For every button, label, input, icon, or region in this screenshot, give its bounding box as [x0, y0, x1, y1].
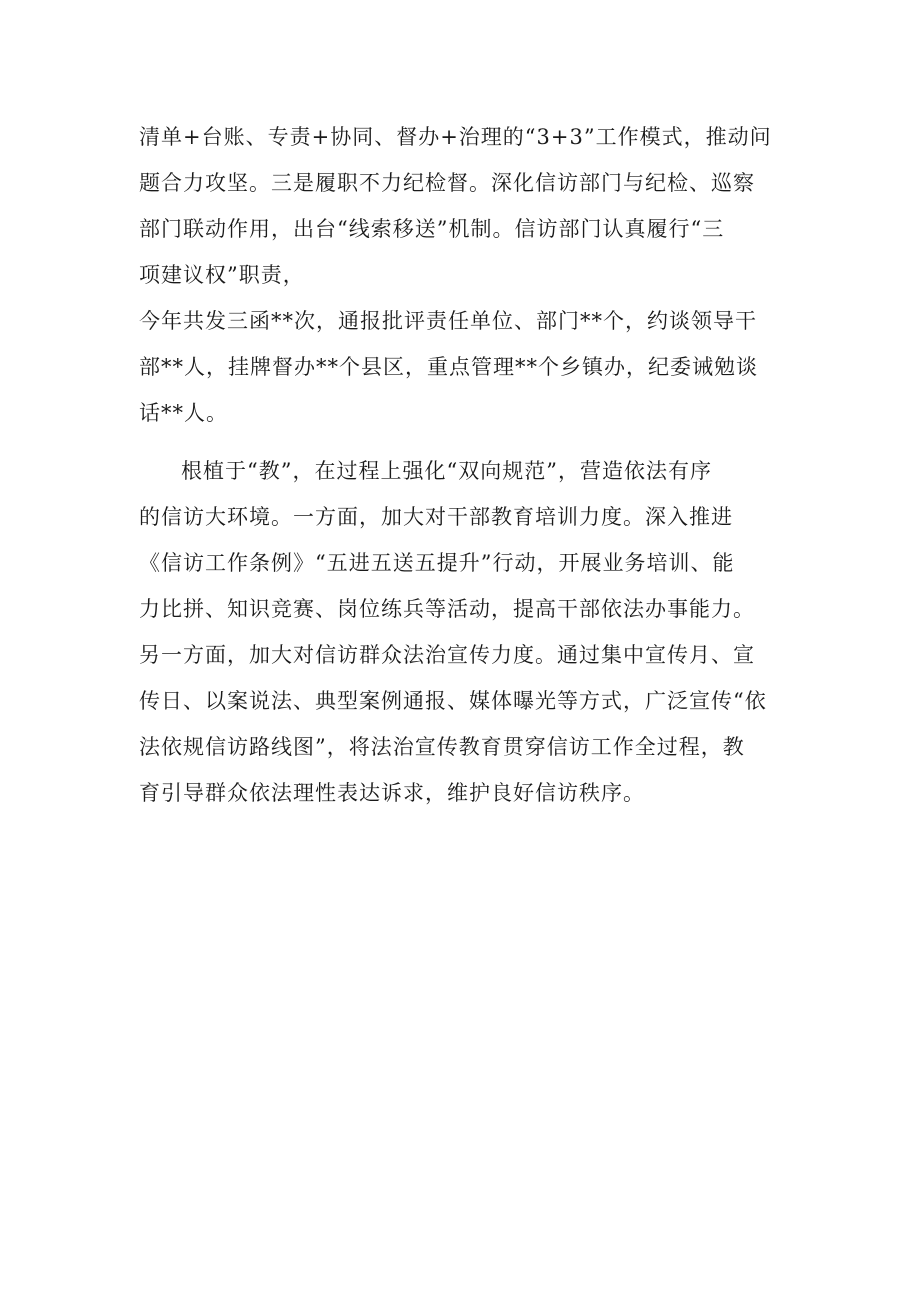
text-line: 今年共发三函**次，通报批评责任单位、部门**个，约谈领导干 [139, 309, 757, 333]
text-line: 《信访工作条例》“五进五送五提升”行动，开展业务培训、能 [139, 551, 735, 575]
text-line: 法依规信访路线图”，将法治宣传教育贯穿信访工作全过程，教 [139, 735, 745, 759]
text-line: 育引导群众依法理性表达诉求，维护良好信访秩序。 [139, 781, 645, 805]
text-line: 力比拼、知识竞赛、岗位练兵等活动，提高干部依法办事能力。 [139, 597, 755, 621]
paragraph-education [139, 448, 789, 816]
text-line: 的信访大环境。一方面，加大对干部教育培训力度。深入推进 [139, 505, 733, 529]
text-line: 部**人，挂牌督办**个县区，重点管理**个乡镇办，纪委诫勉谈 [139, 355, 758, 379]
text-line: 另一方面，加大对信访群众法治宣传力度。通过集中宣传月、宣 [139, 643, 755, 667]
text-line: 项建议权”职责， [139, 263, 305, 287]
text-line: 根植于“教”，在过程上强化“双向规范”，营造依法有序 [181, 459, 712, 483]
text-line: 传日、以案说法、典型案例通报、媒体曝光等方式，广泛宣传“依 [139, 689, 767, 713]
text-line: 部门联动作用，出台“线索移送”机制。信访部门认真履行“三 [139, 217, 725, 241]
text-line: 题合力攻坚。三是履职不力纪检督。深化信访部门与纪检、巡察 [139, 171, 755, 195]
paragraph-spacer [139, 436, 789, 448]
paragraph-accountability [139, 114, 789, 436]
document-body [139, 114, 789, 816]
text-line: 清单+台账、专责+协同、督办+治理的“3+3”工作模式，推动问 [139, 125, 772, 149]
text-line: 话**人。 [139, 401, 228, 425]
